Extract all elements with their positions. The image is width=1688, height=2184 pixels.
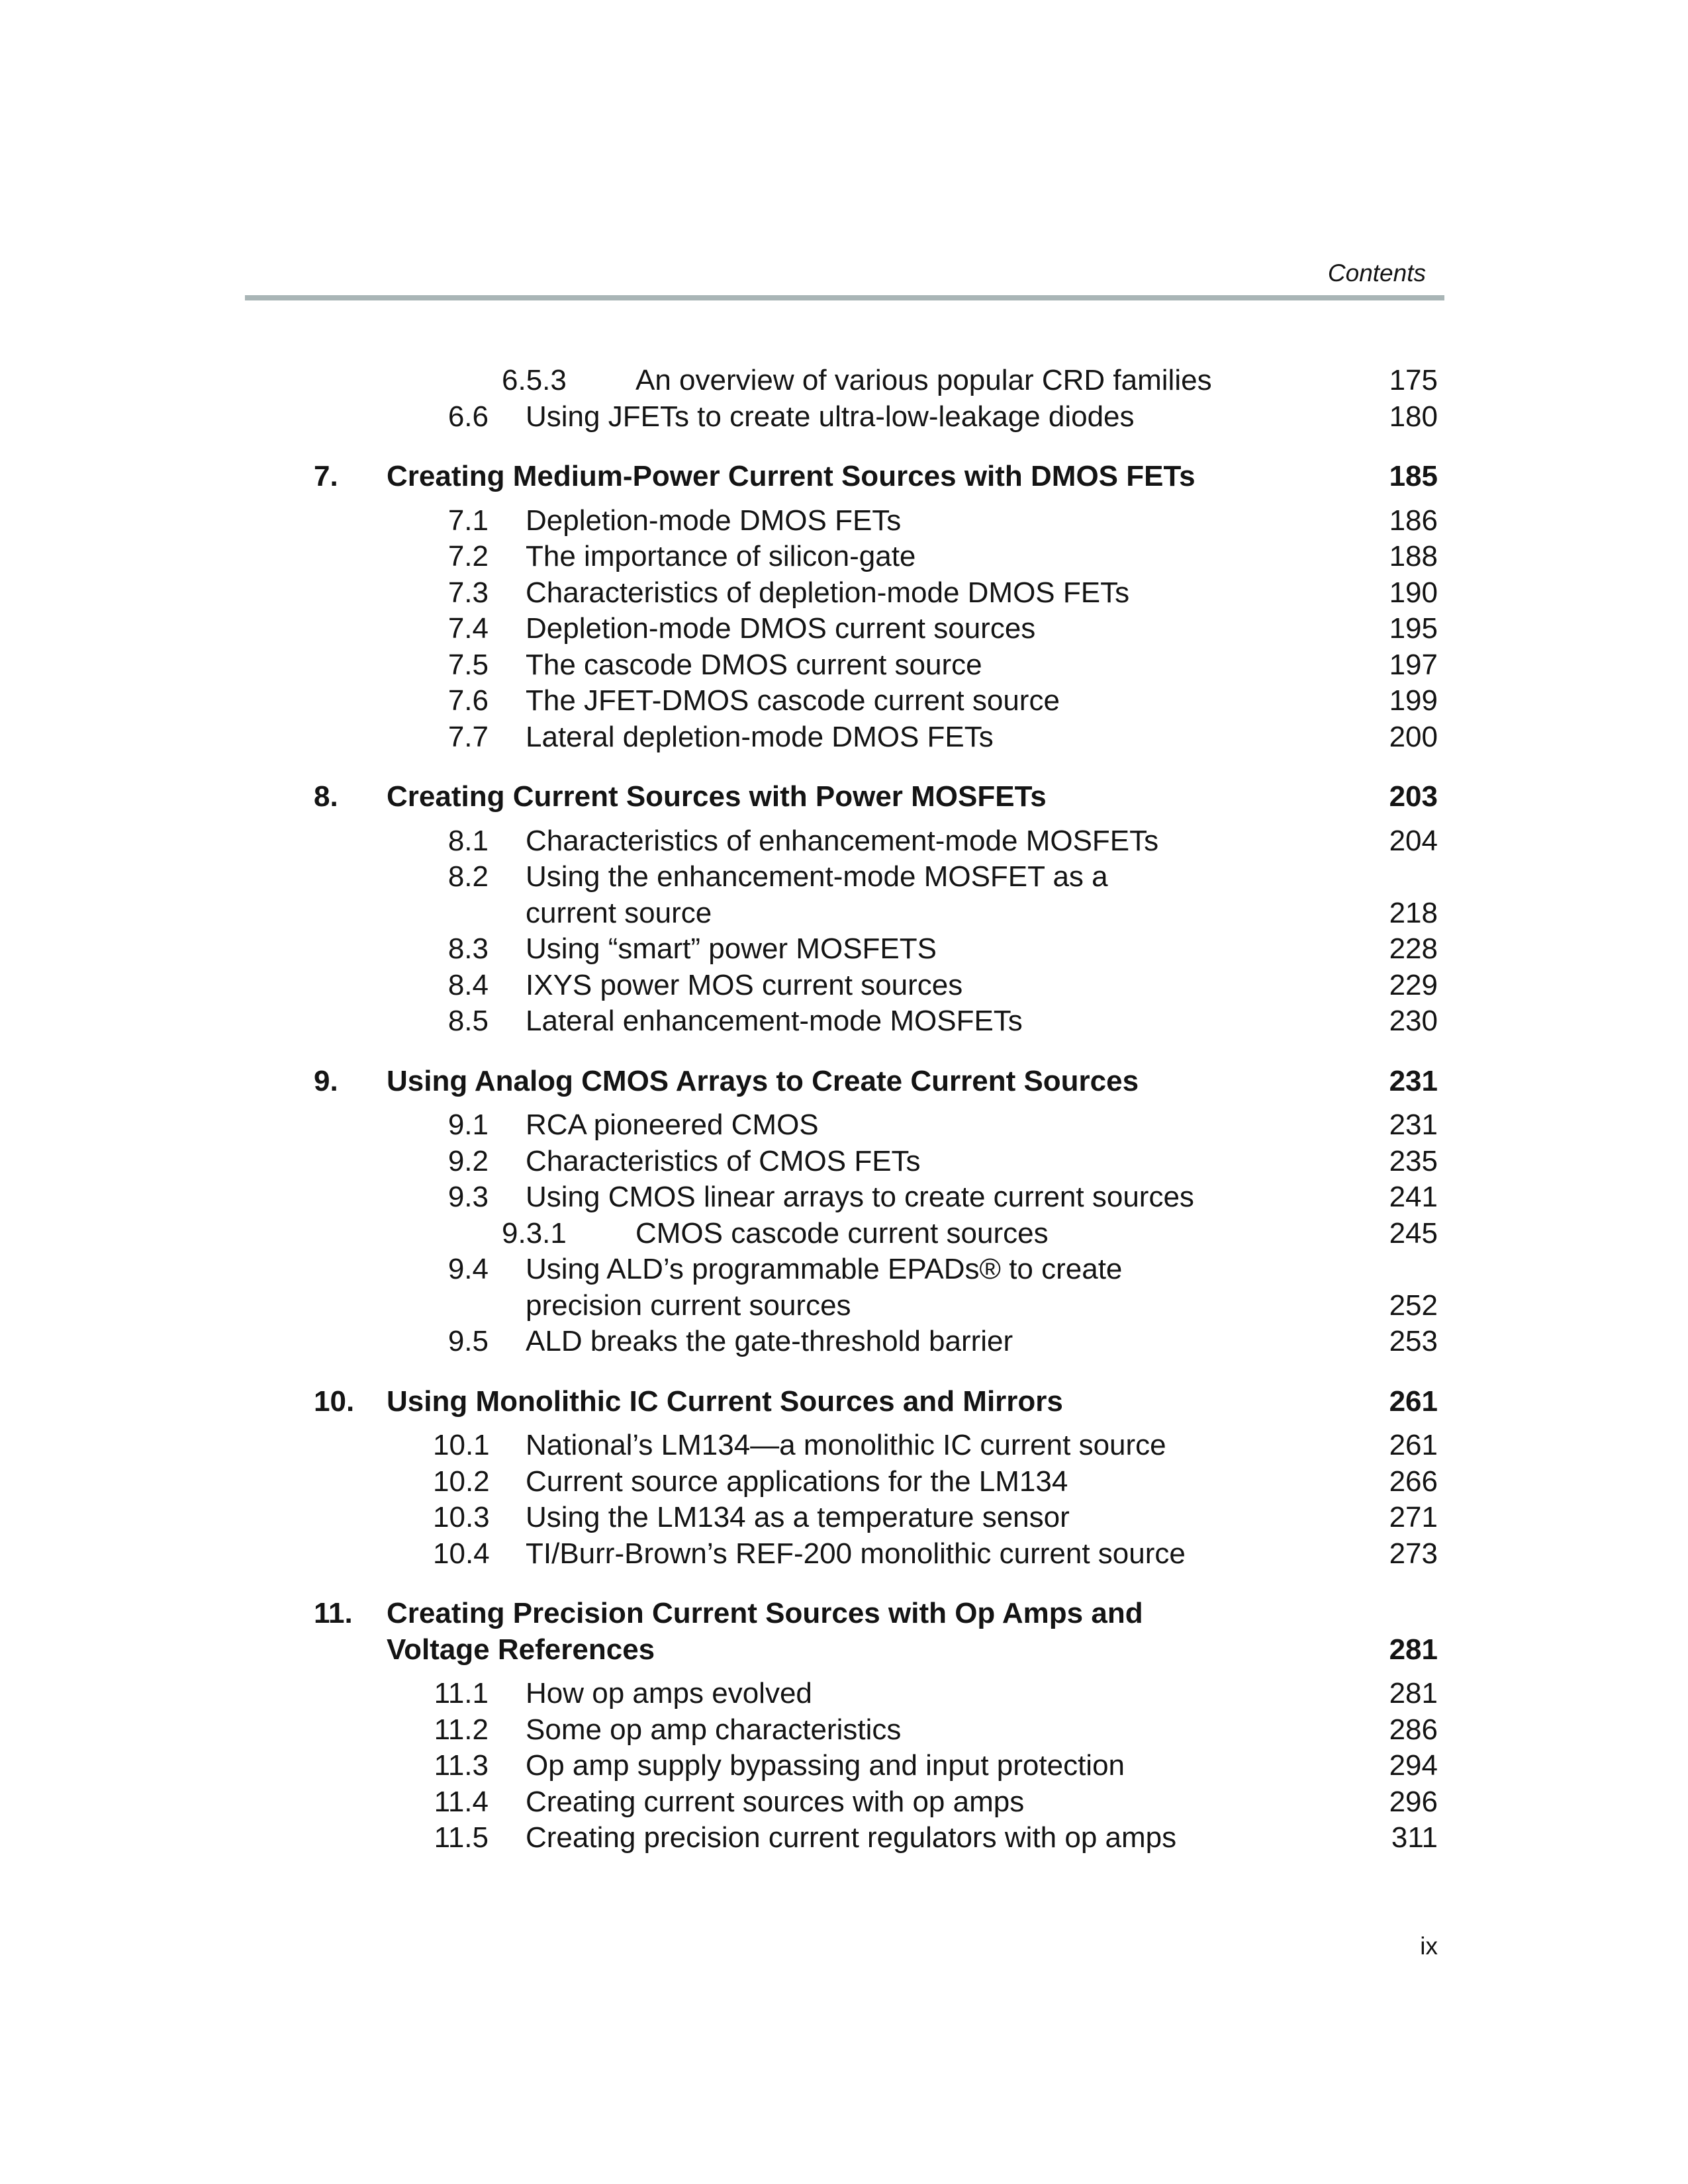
section-title: Using JFETs to create ultra-low-leakage diodes — [526, 400, 1135, 433]
toc-section-entry — [0, 719, 1688, 756]
section-title: Using the enhancement-mode MOSFET as a — [526, 860, 1108, 893]
chapter-number: 10. — [314, 1385, 355, 1418]
section-title: How op amps evolved — [526, 1677, 812, 1709]
section-title: Lateral depletion-mode DMOS FETs — [526, 720, 994, 753]
toc-section-entry — [0, 503, 1688, 539]
toc-section-entry — [0, 1500, 1688, 1536]
section-number: 9.4 — [447, 1253, 489, 1285]
toc-section-entry — [0, 611, 1688, 647]
page-ref: 252 — [1389, 1289, 1438, 1322]
page-ref: 199 — [1389, 684, 1438, 717]
page-ref: 197 — [1389, 648, 1438, 681]
page-ref: 200 — [1389, 720, 1438, 753]
section-title: Op amp supply bypassing and input protection — [526, 1749, 1125, 1782]
page-ref: 186 — [1389, 504, 1438, 537]
section-title: Some op amp characteristics — [526, 1713, 902, 1746]
chapter-number: 7. — [314, 460, 338, 492]
section-number: 10.3 — [433, 1501, 490, 1533]
toc-section-entry — [0, 1003, 1688, 1040]
section-title: Depletion-mode DMOS FETs — [526, 504, 902, 537]
section-title: The importance of silicon-gate — [526, 540, 916, 572]
subsection-title: An overview of various popular CRD families — [635, 364, 1212, 396]
toc-subsection-entry — [0, 1216, 1688, 1252]
toc-chapter-continuation — [0, 1632, 1688, 1668]
toc-section-entry — [0, 683, 1688, 719]
toc-chapter-entry — [0, 1064, 1688, 1100]
chapter-number: 9. — [314, 1064, 338, 1097]
page-ref: 218 — [1389, 896, 1438, 929]
toc-section-entry — [0, 1107, 1688, 1144]
subsection-number: 6.5.3 — [502, 364, 567, 396]
toc-entry-continuation — [0, 895, 1688, 932]
toc-section-entry — [0, 399, 1688, 435]
section-title: Depletion-mode DMOS current sources — [526, 612, 1036, 645]
page-ref: 228 — [1389, 933, 1438, 965]
section-number: 8.3 — [447, 933, 489, 965]
chapter-number: 11. — [314, 1597, 353, 1629]
section-title: Characteristics of enhancement-mode MOSFETs — [526, 824, 1159, 857]
section-title: Using ALD’s programmable EPADs® to create — [526, 1253, 1123, 1285]
section-number: 9.1 — [447, 1109, 489, 1141]
section-number: 10.2 — [433, 1465, 490, 1498]
section-number: 10.4 — [433, 1537, 490, 1570]
section-title: current source — [526, 896, 712, 929]
header-rule — [245, 295, 1444, 300]
toc-section-entry — [0, 1676, 1688, 1712]
chapter-title: Voltage References — [387, 1633, 655, 1666]
toc-section-entry — [0, 1748, 1688, 1784]
page-ref: 271 — [1389, 1501, 1438, 1533]
section-number: 7.4 — [447, 612, 489, 645]
section-number: 11.2 — [434, 1713, 489, 1746]
page-ref: 203 — [1389, 780, 1438, 813]
page-ref: 294 — [1389, 1749, 1438, 1782]
page-ref: 253 — [1389, 1325, 1438, 1357]
page-number: ix — [1420, 1933, 1438, 1960]
page-ref: 296 — [1389, 1785, 1438, 1818]
page-ref: 190 — [1389, 576, 1438, 609]
toc-section-entry — [0, 1324, 1688, 1360]
toc-chapter-entry — [0, 1596, 1688, 1632]
toc-chapter-entry — [0, 459, 1688, 495]
section-title: Creating precision current regulators with op amps — [526, 1821, 1177, 1854]
section-title: National’s LM134—a monolithic IC current source — [526, 1429, 1166, 1461]
section-number: 7.2 — [447, 540, 489, 572]
section-title: Current source applications for the LM134 — [526, 1465, 1068, 1498]
subsection-title: CMOS cascode current sources — [635, 1216, 1049, 1250]
chapter-title: Creating Medium-Power Current Sources with DMOS FETs — [387, 460, 1196, 492]
section-title: The JFET-DMOS cascode current source — [526, 684, 1060, 717]
toc-section-entry — [0, 1251, 1688, 1288]
toc-section-entry — [0, 1536, 1688, 1572]
toc-section-entry — [0, 931, 1688, 968]
toc-section-entry — [0, 823, 1688, 860]
page-ref: 261 — [1389, 1385, 1438, 1418]
section-number: 8.2 — [447, 860, 489, 893]
page-ref: 231 — [1389, 1109, 1438, 1141]
section-number: 9.2 — [447, 1144, 489, 1177]
section-title: IXYS power MOS current sources — [526, 968, 963, 1001]
section-title: Using the LM134 as a temperature sensor — [526, 1501, 1070, 1533]
page-ref: 281 — [1389, 1677, 1438, 1709]
toc-chapter-entry — [0, 779, 1688, 815]
toc-section-entry — [0, 1428, 1688, 1464]
section-number: 7.6 — [447, 684, 489, 717]
page-ref: 231 — [1389, 1064, 1438, 1097]
section-number: 7.1 — [447, 504, 489, 537]
section-number: 9.5 — [447, 1325, 489, 1357]
chapter-title: Creating Precision Current Sources with Op Amps and — [387, 1597, 1143, 1629]
section-number: 11.1 — [434, 1677, 489, 1709]
section-title: precision current sources — [526, 1289, 851, 1322]
page-ref: 204 — [1389, 824, 1438, 857]
chapter-title: Using Monolithic IC Current Sources and Mirrors — [387, 1385, 1063, 1418]
toc-entry-continuation — [0, 1288, 1688, 1324]
section-title: Using “smart” power MOSFETS — [526, 933, 937, 965]
page-ref: 229 — [1389, 968, 1438, 1001]
section-number: 8.5 — [447, 1005, 489, 1037]
toc-section-entry — [0, 859, 1688, 895]
section-number: 9.3 — [447, 1181, 489, 1213]
page-ref: 266 — [1389, 1465, 1438, 1498]
page-ref: 311 — [1391, 1821, 1438, 1854]
toc-subsection-entry — [0, 363, 1688, 399]
chapter-number: 8. — [314, 780, 338, 813]
page-ref: 188 — [1389, 540, 1438, 572]
section-title: Lateral enhancement-mode MOSFETs — [526, 1005, 1023, 1037]
running-head: Contents — [1327, 259, 1426, 287]
section-title: Creating current sources with op amps — [526, 1785, 1025, 1818]
section-number: 10.1 — [433, 1429, 490, 1461]
chapter-title: Using Analog CMOS Arrays to Create Current Sources — [387, 1064, 1139, 1097]
page-ref: 175 — [1389, 364, 1438, 396]
section-number: 11.5 — [434, 1821, 489, 1854]
subsection-number: 9.3.1 — [502, 1216, 567, 1250]
toc-section-entry — [0, 1784, 1688, 1821]
page-ref: 286 — [1389, 1713, 1438, 1746]
section-title: Characteristics of depletion-mode DMOS FETs — [526, 576, 1130, 609]
toc-section-entry — [0, 1712, 1688, 1749]
toc-section-entry — [0, 1820, 1688, 1856]
section-title: Characteristics of CMOS FETs — [526, 1144, 921, 1177]
toc-chapter-entry — [0, 1384, 1688, 1420]
section-number: 8.1 — [447, 824, 489, 857]
toc-section-entry — [0, 1464, 1688, 1500]
section-title: TI/Burr-Brown’s REF-200 monolithic current source — [526, 1537, 1186, 1570]
toc-section-entry — [0, 1144, 1688, 1180]
section-number: 11.4 — [434, 1785, 489, 1818]
section-title: Using CMOS linear arrays to create current sources — [526, 1181, 1194, 1213]
page-ref: 195 — [1389, 612, 1438, 645]
section-title: The cascode DMOS current source — [526, 648, 982, 681]
page-ref: 261 — [1389, 1429, 1438, 1461]
page-ref: 180 — [1389, 400, 1438, 433]
page-ref: 241 — [1389, 1181, 1438, 1213]
section-number: 7.3 — [447, 576, 489, 609]
toc-section-entry — [0, 647, 1688, 684]
page-ref: 281 — [1389, 1633, 1438, 1666]
page-ref: 230 — [1389, 1005, 1438, 1037]
section-number: 11.3 — [434, 1749, 489, 1782]
page-ref: 245 — [1389, 1216, 1438, 1250]
chapter-title: Creating Current Sources with Power MOSFETs — [387, 780, 1047, 813]
table-of-contents — [0, 363, 1688, 1856]
page-ref: 273 — [1389, 1537, 1438, 1570]
toc-section-entry — [0, 575, 1688, 612]
page-ref: 185 — [1389, 460, 1438, 492]
section-title: ALD breaks the gate-threshold barrier — [526, 1325, 1013, 1357]
section-number: 6.6 — [447, 400, 489, 433]
section-number: 8.4 — [447, 968, 489, 1001]
section-number: 7.7 — [447, 720, 489, 753]
toc-section-entry — [0, 968, 1688, 1004]
page-ref: 235 — [1389, 1144, 1438, 1177]
section-number: 7.5 — [447, 648, 489, 681]
toc-section-entry — [0, 539, 1688, 575]
toc-section-entry — [0, 1179, 1688, 1216]
section-title: RCA pioneered CMOS — [526, 1109, 819, 1141]
